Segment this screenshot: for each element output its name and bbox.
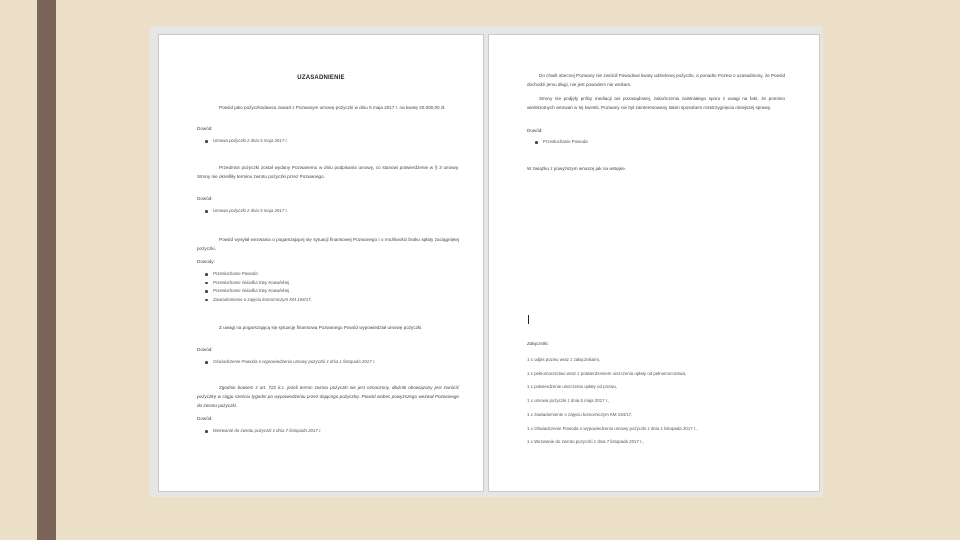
decorative-side-bar — [37, 0, 56, 540]
evidence-label-6: Dowód: — [527, 128, 543, 133]
attachment-item: 1 x zawiadomienie o zajęciu komorniczym KM 194/17, — [527, 411, 633, 417]
evidence-item: Zawiadomienie o zajęciu komorniczym KM 194/17, — [203, 296, 312, 305]
attachments-list — [527, 353, 698, 449]
attachments-label: Załączniki: — [527, 341, 549, 346]
attachment-item: 1 x odpis pozwu wraz z załącznikami, — [527, 357, 600, 362]
evidence-item: Przesłuchanie świadka Ewy Kowalskiej — [203, 279, 312, 288]
evidence-label-4: Dowód: — [197, 347, 213, 352]
evidence-label-3: Dowody: — [197, 259, 215, 264]
evidence-item: Przesłuchanie świadka Ewy Kowalskiej — [203, 287, 312, 296]
evidence-label-5: Dowód: — [197, 416, 213, 421]
text-cursor — [528, 315, 529, 324]
paragraph-6: Do chwili obecnej Pozwany nie zwrócił Powodowi kwoty udzielonej pożyczki, a ponadto Pozew o uzasadniony, że Powód dochodzi jemu długi, nie jest powodem nie wnikam. — [527, 73, 785, 87]
paragraph-4: Z uwagi na pogarszającą się sytuację finansową Pozwanego Powód wypowiedział umowę pożyczki. — [219, 325, 423, 330]
evidence-label-1: Dowód: — [197, 126, 213, 131]
document-viewer[interactable] — [150, 26, 823, 497]
paragraph-3: Powód wysyłał wezwania o pogarszającej się sytuacji finansowej Pozwanego i o możliwości braku spłaty zaciągniętej pożyczki. — [197, 237, 459, 251]
document-title: UZASADNIENIE — [297, 75, 345, 81]
document-page-right[interactable] — [488, 34, 820, 492]
attachment-item: 1 x pełnomocnictwo wraz z potwierdzeniem uiszczenia opłaty od pełnomocnictwa, — [527, 370, 687, 376]
attachment-item: 1 x potwierdzenie uiszczenia opłaty od pozwu, — [527, 384, 618, 390]
evidence-item: Wezwanie do zwrotu pożyczki z dnia 7 listopada 2017 r. — [203, 427, 322, 436]
paragraph-5: Zgodnie bowiem z art. 722 k.c. jeżeli termin zwrotu pożyczki nie jest oznaczony, dłużnik obowiązany jest zwrócić pożyczkę w ciągu sześciu tygodni po wypowiedzeniu przez dającego pożyczkę. Powód wobec powyższego wezwał Pozwanego do zwrotu pożyczki. — [197, 385, 459, 408]
evidence-list-5 — [203, 427, 322, 436]
evidence-label-2: Dowód: — [197, 196, 213, 201]
evidence-item: Oświadczenie Powoda o wypowiedzeniu umowy pożyczki z dnia 1 listopada 2017 r. — [203, 358, 375, 367]
attachment-item: 1 x Oświadczenie Powoda o wypowiedzeniu umowy pożyczki z dnia 1 listopada 2017 r., — [527, 425, 698, 431]
attachment-item: 1 x Wezwanie do zwrotu pożyczki z dnia 7 listopada 2017 r., — [527, 439, 644, 445]
document-page-left[interactable] — [158, 34, 484, 492]
evidence-list-1 — [203, 137, 288, 146]
evidence-list-3 — [203, 270, 312, 304]
paragraph-7: Strony nie podjęły próby mediacji ani pozasądowej, zakończenia zaistniałego sporu z uwagi na fakt, że pomimo wielokrotnych wezwań w tej kwestii, Pozwany nie był zainteresowany takim sposobem rozstrzygnięcia niniejszej sprawy. — [527, 96, 785, 110]
evidence-item: Umowa pożyczki z dnia 5 maja 2017 r. — [203, 207, 288, 216]
evidence-list-6 — [533, 138, 588, 147]
conclusion-text: W związku z powyższym wnoszę jak na wstępie. — [527, 166, 627, 171]
evidence-list-4 — [203, 358, 375, 367]
paragraph-1: Powód jako pożyczkodawca zawarł z Pozwanym umowę pożyczki w dniu 5 maja 2017 r. na kwotę 20.000,00 zł. — [219, 105, 446, 110]
evidence-item: Przesłuchanie Powoda — [203, 270, 312, 279]
evidence-item: Umowa pożyczki z dnia 5 maja 2017 r. — [203, 137, 288, 146]
paragraph-2: Przedmiot pożyczki został wydany Pozwanemu w dniu podpisania umowy, co stanowi potwierdzenie w § 3 umowy. Strony nie określiły terminu zwrotu pożyczki przez Pozwanego. — [197, 165, 459, 179]
evidence-item: Przesłuchanie Powoda — [533, 138, 588, 147]
attachment-item: 1 x umowa pożyczki z dnia 5 maja 2017 r., — [527, 398, 610, 404]
evidence-list-2 — [203, 207, 288, 216]
